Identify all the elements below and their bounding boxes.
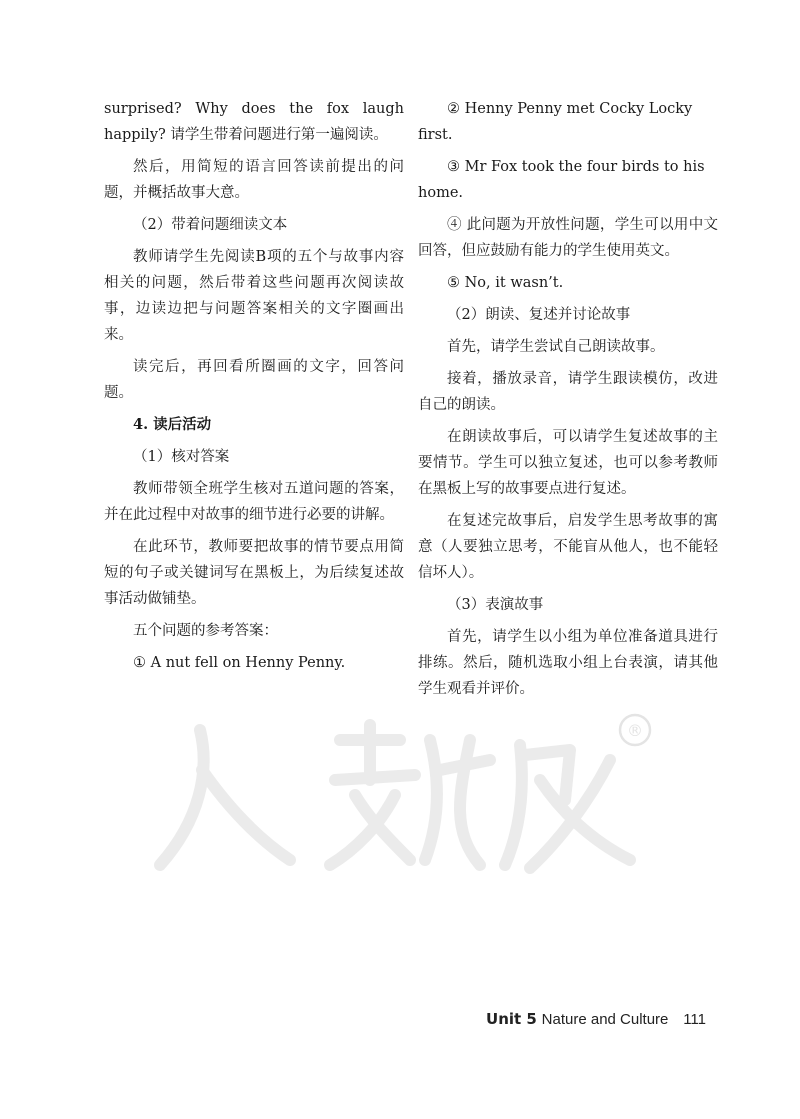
footer-title: Nature and Culture — [541, 1011, 669, 1028]
paragraph: 在复述完故事后，启发学生思考故事的寓意（人要独立思考，不能盲从他人，也不能轻信坏人）。 — [418, 513, 718, 581]
paragraph: 接着，播放录音，请学生跟读模仿，改进自己的朗读。 — [418, 371, 718, 413]
watermark-text: 人教版 — [385, 870, 415, 880]
paragraph: 然后，用简短的语言回答读前提出的问题，并概括故事大意。 — [104, 159, 404, 201]
paragraph: 首先，请学生以小组为单位准备道具进行排练。然后，随机选取小组上台表演，请其他学生观看并评价。 — [418, 629, 718, 697]
left-column — [104, 96, 404, 682]
section-heading: 4. 读后活动 — [133, 416, 212, 433]
paragraph: 五个问题的参考答案： — [133, 623, 278, 639]
section-heading: （2）朗读、复述并讨论故事 — [447, 307, 631, 323]
section-heading: （3）表演故事 — [447, 597, 544, 613]
paragraph: 教师请学生先阅读B项的五个与故事内容相关的问题，然后带着这些问题再次阅读故事，边读边把与问题答案相关的文字圈画出来。 — [104, 249, 404, 343]
answer-item: ⑤ No, it wasn’t. — [447, 275, 564, 291]
section-heading: （2）带着问题细读文本 — [133, 217, 288, 233]
paragraph: surprised? Why does the fox laugh happily? 请学生带着问题进行第一遍阅读。 — [104, 101, 404, 143]
right-column — [418, 96, 718, 708]
paragraph: 读完后，再回看所圈画的文字，回答问题。 — [104, 359, 404, 401]
page-number: 111 — [683, 1011, 706, 1028]
section-heading: （1）核对答案 — [133, 449, 230, 465]
publisher-watermark — [140, 700, 660, 880]
answer-item: ② Henny Penny met Cocky Locky first. — [418, 101, 693, 143]
answer-item: ① A nut fell on Henny Penny. — [133, 655, 346, 671]
watermark-registered-text: ® — [627, 721, 643, 740]
answer-item: ③ Mr Fox took the four birds to his home. — [418, 159, 705, 201]
paragraph: 在此环节，教师要把故事的情节要点用简短的句子或关键词写在黑板上，为后续复述故事活动做铺垫。 — [104, 539, 404, 607]
paragraph: 在朗读故事后，可以请学生复述故事的主要情节。学生可以独立复述，也可以参考教师在黑板上写的故事要点进行复述。 — [418, 429, 718, 497]
paragraph: 首先，请学生尝试自己朗读故事。 — [447, 339, 665, 355]
paragraph: ④ 此问题为开放性问题，学生可以用中文回答，但应鼓励有能力的学生使用英文。 — [418, 217, 718, 259]
page-footer — [486, 1010, 706, 1028]
paragraph: 教师带领全班学生核对五道问题的答案，并在此过程中对故事的细节进行必要的讲解。 — [104, 481, 404, 523]
footer-unit: Unit 5 — [486, 1010, 537, 1028]
